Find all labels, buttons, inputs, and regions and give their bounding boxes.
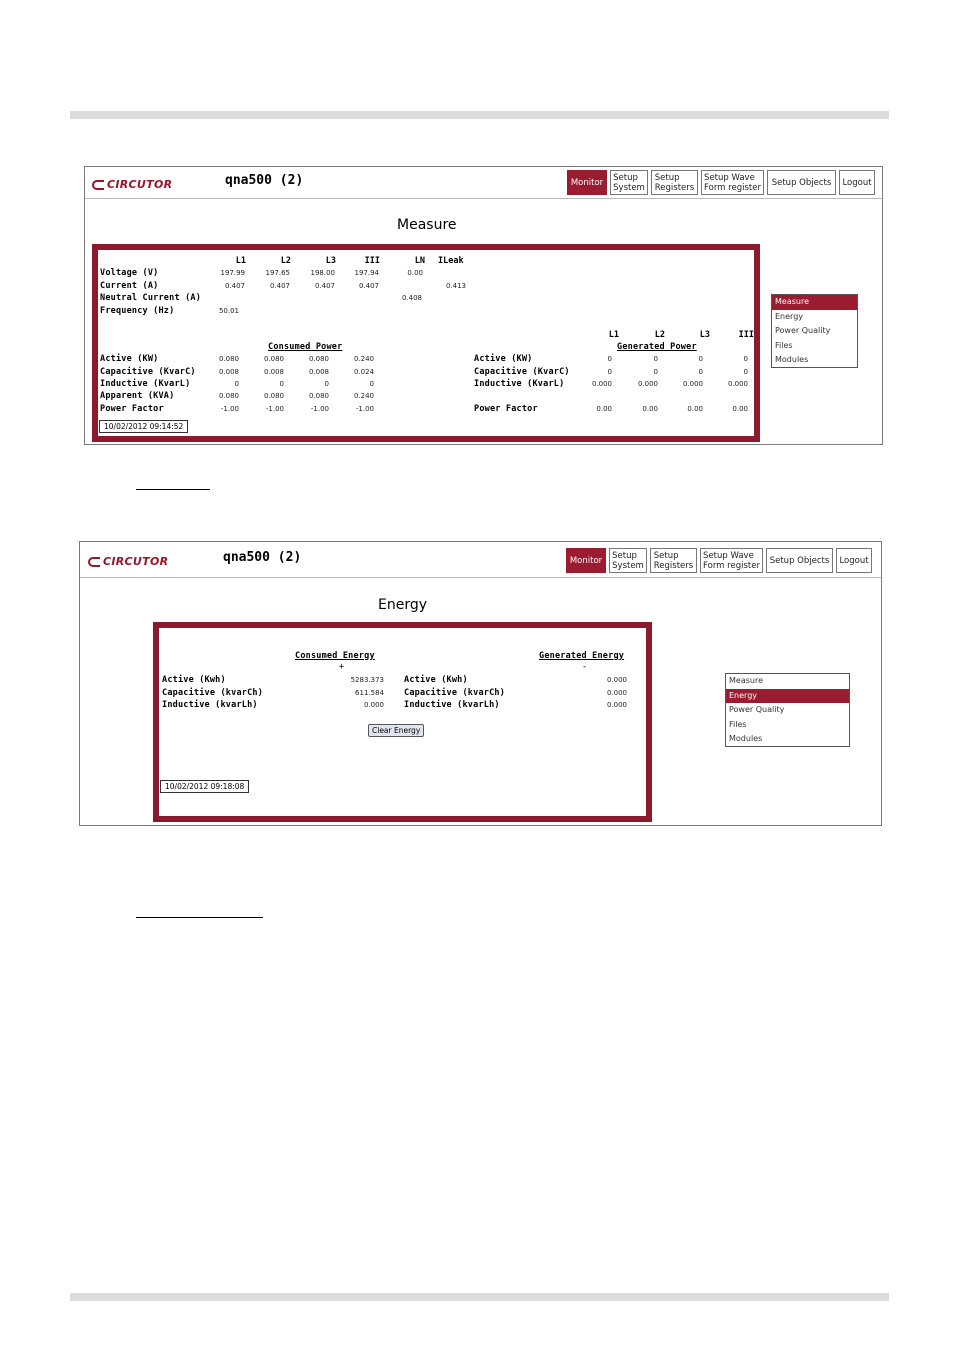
row-label: Voltage (V) bbox=[100, 268, 159, 278]
value: 0 bbox=[234, 380, 239, 388]
page-title: Measure bbox=[397, 217, 457, 233]
value: 0.413 bbox=[445, 282, 466, 290]
value: 0.080 bbox=[218, 355, 239, 363]
nav-setup-objects[interactable]: Setup Objects bbox=[766, 548, 833, 573]
col-header: LN bbox=[414, 256, 425, 266]
value: 0.080 bbox=[308, 355, 329, 363]
consumed-power-title: Consumed Power bbox=[268, 342, 343, 352]
value: 0.008 bbox=[263, 368, 284, 376]
value: 0.00 bbox=[687, 405, 703, 413]
value: 611.584 bbox=[355, 689, 384, 697]
row-label: Capacitive (KvarC) bbox=[100, 367, 196, 377]
value: 0 bbox=[369, 380, 374, 388]
timestamp: 10/02/2012 09:14:52 bbox=[99, 420, 188, 433]
row-label: Capacitive (kvarCh) bbox=[162, 688, 264, 698]
row-label: Capacitive (kvarCh) bbox=[404, 688, 506, 698]
side-menu bbox=[771, 294, 858, 368]
circutor-logo-icon bbox=[92, 180, 104, 190]
value: 5283.373 bbox=[350, 676, 384, 684]
value: 0 bbox=[743, 368, 748, 376]
energy-screenshot bbox=[79, 541, 882, 826]
nav-setup-registers[interactable]: Setup Registers bbox=[650, 548, 697, 573]
col-header: L2 bbox=[280, 256, 291, 266]
col-header: L1 bbox=[235, 256, 246, 266]
value: 0.00 bbox=[596, 405, 612, 413]
row-label: Power Factor bbox=[474, 404, 538, 414]
row-label: Capacitive (KvarC) bbox=[474, 367, 570, 377]
value: 0.000 bbox=[682, 380, 703, 388]
value: 197.99 bbox=[220, 269, 245, 277]
clear-energy-button[interactable]: Clear Energy bbox=[368, 724, 424, 737]
col-header: III bbox=[738, 330, 754, 340]
caption-underline bbox=[136, 489, 210, 490]
value: 0.000 bbox=[637, 380, 658, 388]
nav-monitor[interactable]: Monitor bbox=[566, 548, 606, 573]
menu-item-modules[interactable]: Modules bbox=[775, 355, 809, 364]
value: 0.407 bbox=[269, 282, 290, 290]
nav-setup-waveform[interactable]: Setup Wave Form register bbox=[700, 548, 763, 573]
side-menu bbox=[725, 673, 850, 747]
value: 0.000 bbox=[727, 380, 748, 388]
value: 0.008 bbox=[308, 368, 329, 376]
value: 0.080 bbox=[308, 392, 329, 400]
menu-item-measure[interactable]: Measure bbox=[729, 676, 763, 685]
row-label: Active (KW) bbox=[474, 354, 533, 364]
menu-item-power-quality[interactable]: Power Quality bbox=[729, 705, 785, 714]
col-header: L3 bbox=[699, 330, 710, 340]
value: 0.000 bbox=[606, 676, 627, 684]
col-header: L3 bbox=[325, 256, 336, 266]
top-nav bbox=[567, 170, 875, 195]
value: 0 bbox=[607, 368, 612, 376]
value: 0.024 bbox=[353, 368, 374, 376]
value: 0.000 bbox=[606, 689, 627, 697]
energy-panel bbox=[153, 622, 652, 822]
measure-panel bbox=[92, 244, 760, 442]
nav-setup-system[interactable]: Setup System bbox=[609, 548, 647, 573]
row-label: Inductive (kvarLh) bbox=[162, 700, 258, 710]
nav-logout[interactable]: Logout bbox=[839, 170, 875, 195]
circutor-logo: CIRCUTOR bbox=[92, 178, 172, 191]
value: 197.94 bbox=[354, 269, 379, 277]
value: 198.00 bbox=[310, 269, 335, 277]
value: -1.00 bbox=[265, 405, 284, 413]
value: 0.240 bbox=[353, 392, 374, 400]
value: 0 bbox=[607, 355, 612, 363]
row-label: Inductive (kvarLh) bbox=[404, 700, 500, 710]
device-title: qna500 (2) bbox=[223, 550, 302, 565]
value: -1.00 bbox=[355, 405, 374, 413]
value: 0.008 bbox=[218, 368, 239, 376]
value: 0.000 bbox=[363, 701, 384, 709]
caption-underline bbox=[136, 917, 263, 918]
value: 0 bbox=[324, 380, 329, 388]
row-label: Active (KW) bbox=[100, 354, 159, 364]
menu-item-files[interactable]: Files bbox=[729, 719, 747, 729]
value: 197.65 bbox=[265, 269, 290, 277]
value: 0.408 bbox=[401, 294, 422, 302]
row-label: Frequency (Hz) bbox=[100, 306, 175, 316]
nav-setup-registers[interactable]: Setup Registers bbox=[651, 170, 698, 195]
col-header: III bbox=[364, 256, 380, 266]
value: 0.080 bbox=[263, 392, 284, 400]
value: 0 bbox=[653, 355, 658, 363]
row-label: Inductive (KvarL) bbox=[474, 379, 565, 389]
value: 0.240 bbox=[353, 355, 374, 363]
generated-power-title: Generated Power bbox=[617, 342, 697, 352]
row-label: Inductive (KvarL) bbox=[100, 379, 191, 389]
generated-energy-title: Generated Energy bbox=[539, 651, 625, 661]
page-title: Energy bbox=[378, 597, 428, 613]
value: 0 bbox=[279, 380, 284, 388]
value: -1.00 bbox=[310, 405, 329, 413]
value: 0.080 bbox=[218, 392, 239, 400]
nav-logout[interactable]: Logout bbox=[836, 548, 872, 573]
col-header: L2 bbox=[654, 330, 665, 340]
value: 0.407 bbox=[224, 282, 245, 290]
header bbox=[85, 167, 882, 199]
page-footer-rule bbox=[70, 1293, 889, 1301]
col-header: L1 bbox=[608, 330, 619, 340]
value: 50.01 bbox=[218, 307, 239, 315]
value: 0.000 bbox=[591, 380, 612, 388]
value: 0.00 bbox=[642, 405, 658, 413]
value: 0 bbox=[653, 368, 658, 376]
value: 0 bbox=[743, 355, 748, 363]
circutor-logo: CIRCUTOR bbox=[88, 555, 168, 568]
menu-item-power-quality[interactable]: Power Quality bbox=[775, 326, 831, 335]
value: 0 bbox=[698, 355, 703, 363]
menu-item-measure[interactable]: Measure bbox=[772, 295, 857, 310]
row-label: Power Factor bbox=[100, 404, 164, 414]
measure-screenshot bbox=[84, 166, 883, 445]
nav-setup-system[interactable]: Setup System bbox=[610, 170, 648, 195]
consumed-sign: + bbox=[339, 662, 345, 672]
value: 0 bbox=[698, 368, 703, 376]
generated-sign: - bbox=[582, 662, 588, 672]
row-label: Current (A) bbox=[100, 281, 159, 291]
row-label: Neutral Current (A) bbox=[100, 293, 202, 303]
nav-monitor[interactable]: Monitor bbox=[567, 170, 607, 195]
row-label: Active (Kwh) bbox=[162, 675, 226, 685]
device-title: qna500 (2) bbox=[225, 173, 304, 188]
top-nav bbox=[566, 548, 872, 573]
menu-item-modules[interactable]: Modules bbox=[729, 734, 763, 743]
value: 0.00 bbox=[407, 269, 423, 277]
row-label: Apparent (KVA) bbox=[100, 391, 175, 401]
menu-item-energy[interactable]: Energy bbox=[726, 689, 849, 704]
row-label: Active (Kwh) bbox=[404, 675, 468, 685]
timestamp: 10/02/2012 09:18:08 bbox=[160, 780, 249, 793]
col-header: ILeak bbox=[438, 256, 464, 266]
header bbox=[80, 542, 881, 578]
menu-item-energy[interactable]: Energy bbox=[775, 311, 804, 321]
value: 0.080 bbox=[263, 355, 284, 363]
value: 0.407 bbox=[358, 282, 379, 290]
value: -1.00 bbox=[220, 405, 239, 413]
value: 0.00 bbox=[732, 405, 748, 413]
page-header-rule bbox=[70, 111, 889, 119]
consumed-energy-title: Consumed Energy bbox=[295, 651, 375, 661]
menu-item-files[interactable]: Files bbox=[775, 340, 793, 350]
value: 0.407 bbox=[314, 282, 335, 290]
value: 0.000 bbox=[606, 701, 627, 709]
circutor-logo-icon bbox=[88, 557, 100, 567]
nav-setup-waveform[interactable]: Setup Wave Form register bbox=[701, 170, 764, 195]
nav-setup-objects[interactable]: Setup Objects bbox=[767, 170, 836, 195]
